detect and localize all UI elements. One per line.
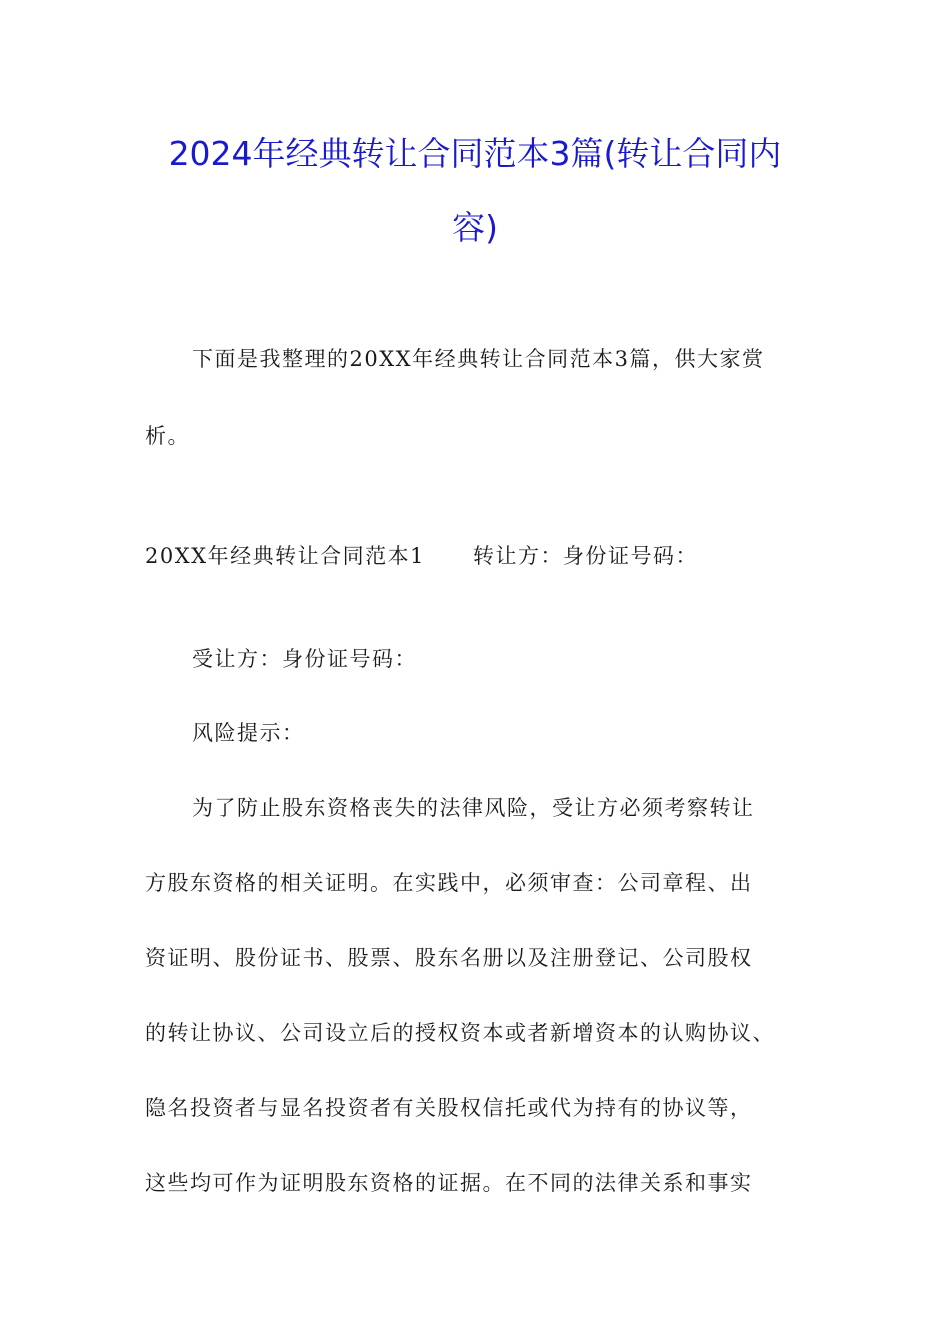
document-title-line-2: 容): [452, 208, 498, 247]
body-line-3: 资证明、股份证书、股票、股东名册以及注册登记、公司股权: [145, 946, 753, 970]
body-line-2: 方股东资格的相关证明。在实践中，必须审查：公司章程、出: [145, 871, 753, 895]
section-1-heading: 20XX年经典转让合同范本1: [145, 544, 425, 568]
risk-notice-label: 风险提示：: [192, 721, 305, 745]
transferor-id-field: 转让方：身份证号码：: [472, 544, 698, 568]
body-line-1: 为了防止股东资格丧失的法律风险，受让方必须考察转让: [192, 796, 755, 820]
section-1-heading-line: [145, 541, 825, 571]
transferee-id-field: 受让方：身份证号码：: [192, 647, 417, 671]
body-line-5: 隐名投资者与显名投资者有关股权信托或代为持有的协议等，: [145, 1096, 753, 1120]
body-line-4: 的转让协议、公司设立后的授权资本或者新增资本的认购协议、: [145, 1021, 775, 1045]
body-line-6: 这些均可作为证明股东资格的证据。在不同的法律关系和事实: [145, 1171, 753, 1195]
intro-paragraph-line-2: 析。: [145, 424, 190, 448]
document-title-line-1: 2024年经典转让合同范本3篇(转让合同内: [168, 134, 782, 173]
intro-paragraph-line-1: 下面是我整理的20XX年经典转让合同范本3篇，供大家赏: [192, 347, 765, 371]
